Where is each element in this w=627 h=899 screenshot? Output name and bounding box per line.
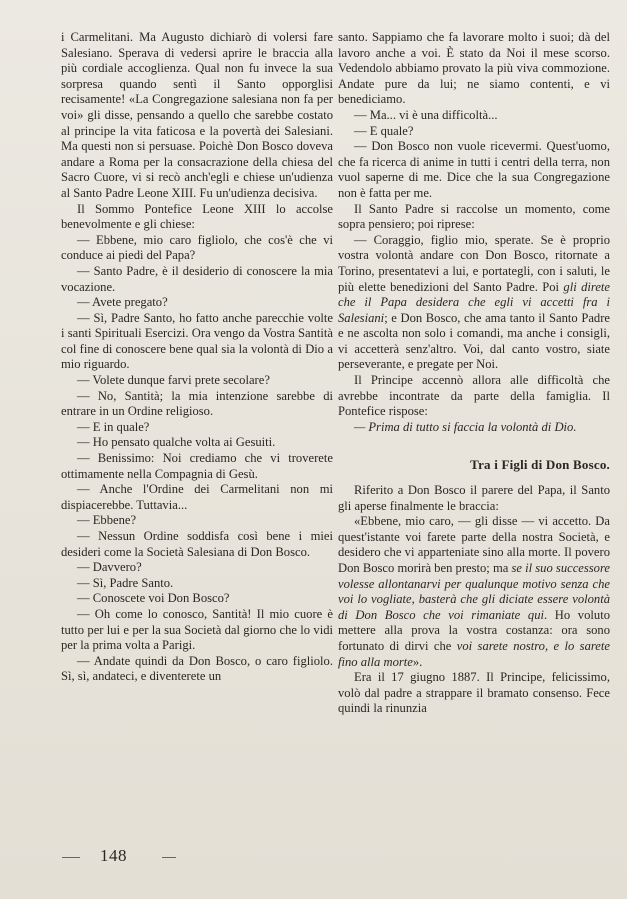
paragraph: — Don Bosco non vuole ricevermi. Quest'uomo, che fa ricerca di anime in tutti i centri della terra, non vuol saperne di me. Dice che la sua Congregazione non è fatta per me. xyxy=(338,139,610,200)
text-run: «Ebbene, mio caro, — gli disse — vi accetto. Da quest'istante voi farete parte della nostra Società, e desidero che vi apparteniate sino alla morte. Il povero Don Bosco morirà ben presto; ma xyxy=(338,514,610,575)
italic-run: voi sarete nostro, e lo sarete fino alla morte xyxy=(338,638,610,669)
folio-rule-right xyxy=(162,857,176,858)
text-run: ». xyxy=(412,654,423,669)
folio-rule-left xyxy=(62,857,80,858)
paragraph-prima-di-tutto: — Prima di tutto si faccia la volontà di Dio. xyxy=(354,419,577,434)
left-column xyxy=(61,30,333,685)
paragraph: Il Sommo Pontefice Leone XIII lo accolse benevolmente e gli chiese: xyxy=(61,201,333,232)
paragraph: — Davvero? xyxy=(77,560,142,575)
paragraph-ebbene xyxy=(338,514,610,670)
paragraph: — Ho pensato qualche volta ai Gesuiti. xyxy=(77,435,276,450)
paragraph: i Carmelitani. Ma Augusto dichiarò di volersi fare Salesiano. Sperava di vedersi aprire le braccia alla più cordiale accoglienza. Qual non fu invece la sua sorpresa quando sentì il Santo opporglisi recisamente! «La Congregazione salesiana non fa per voi» gli disse, pensando a quello che sarebbe costato al principe la vita faticosa e la povertà dei Salesiani. Ma questi non si persuase. Poichè Don Bosco doveva andare a Roma per la consacrazione della chiesa del Sacro Cuore, vi si recò anch'egli e chiese un'udienza al Santo Padre Leone XIII. Fu un'udienza decisiva. xyxy=(61,30,333,200)
paragraph: — Benissimo: Noi crediamo che vi troverete ottimamente nella Compagnia di Gesù. xyxy=(61,451,333,481)
paragraph: — Conoscete voi Don Bosco? xyxy=(77,591,230,606)
paragraph-coraggio xyxy=(338,233,610,373)
paragraph: — Santo Padre, è il desiderio di conoscere la mia vocazione. xyxy=(61,263,333,294)
paragraph: santo. Sappiamo che fa lavorare molto i suoi; dà del lavoro anche a voi. È stato da Noi il mese scorso. Vedendolo abbiamo provato la più viva commozione. Andate pure da lui; ne siamo contenti, e vi benediciamo. xyxy=(338,30,610,107)
paragraph: — Oh come lo conosco, Santità! Il mio cuore è tutto per lui e per la sua Società dal giorno che lo vidi per la prima volta a Parigi. xyxy=(61,606,333,653)
paragraph-era: Era il 17 giugno 1887. Il Principe, felicissimo, volò dal padre a strappare il bramato consenso. Fece quindi la rinunzia xyxy=(338,670,610,716)
text-run: . Ho voluto mettere alla prova la vostra costanza: ora sono fortunato di dirvi che xyxy=(338,607,610,653)
right-column xyxy=(338,30,610,717)
paragraph: — Volete dunque farvi prete secolare? xyxy=(77,373,270,388)
paragraph-principe: Il Principe accennò allora alle difficoltà che avrebbe incontrate da parte della famiglia. Il Pontefice rispose: xyxy=(338,373,610,419)
section-heading: Tra i Figli di Don Bosco. xyxy=(470,457,610,473)
paragraph: — Anche l'Ordine dei Carmelitani non mi dispiacerebbe. Tuttavia... xyxy=(61,482,333,512)
italic-run: gli direte che il Papa desidera che egli vi accetti fra i Salesiani xyxy=(338,279,610,325)
paragraph: Il Santo Padre si raccolse un momento, come sopra pensiero; poi riprese: xyxy=(338,201,610,232)
paragraph: — No, Santità; la mia intenzione sarebbe di entrare in un Ordine religioso. xyxy=(61,388,333,419)
paragraph: — Ebbene, mio caro figliolo, che cos'è che vi conduce ai piedi del Papa? xyxy=(61,232,333,263)
paragraph-riferito: Riferito a Don Bosco il parere del Papa, il Santo gli aperse finalmente le braccia: xyxy=(338,483,610,513)
paragraph: — Sì, Padre Santo. xyxy=(77,575,174,590)
paragraph: — Ebbene? xyxy=(77,513,137,528)
paragraph: — Andate quindi da Don Bosco, o caro figliolo. Sì, sì, andateci, e diventerete un xyxy=(61,653,333,684)
paragraph: — Nessun Ordine soddisfa così bene i miei desideri come la Società Salesiana di Don Bosco. xyxy=(61,529,333,559)
paragraph: — Avete pregato? xyxy=(77,295,168,310)
paragraph: — E in quale? xyxy=(77,419,150,434)
paragraph: — E quale? xyxy=(354,123,414,138)
page-number: 148 xyxy=(100,846,127,865)
italic-run: se il suo successore volesse allontanarvi per qualunque motivo senza che voi lo vogliate, basterà che gli diciate essere volontà di Don Bosco che voi rimaniate qui xyxy=(338,561,611,622)
right-column-top-paragraphs xyxy=(338,30,610,233)
paragraph: — Sì, Padre Santo, ho fatto anche parecchie volte i santi Spirituali Esercizi. Ora vengo da Vostra Santità col fine di conoscere bene qual sia la volontà di Dio a mio riguardo. xyxy=(61,310,333,372)
text-run: ; e Don Bosco, che ama tanto il Santo Padre e ne ascolta non solo i comandi, ma anche i consigli, vi accetterà senz'altro. Voi, dal canto vostro, siate perseverante, e pregate per Noi. xyxy=(338,310,610,372)
paragraph: — Ma... vi è una difficoltà... xyxy=(354,107,498,122)
text-run: — Coraggio, figlio mio, sperate. Se è proprio vostra volontà andare con Don Bosco, ritornate a Torino, presentatevi a lui, e portategli, con i saluti, le più elette benedizioni del Santo Padre. Poi xyxy=(338,232,610,294)
